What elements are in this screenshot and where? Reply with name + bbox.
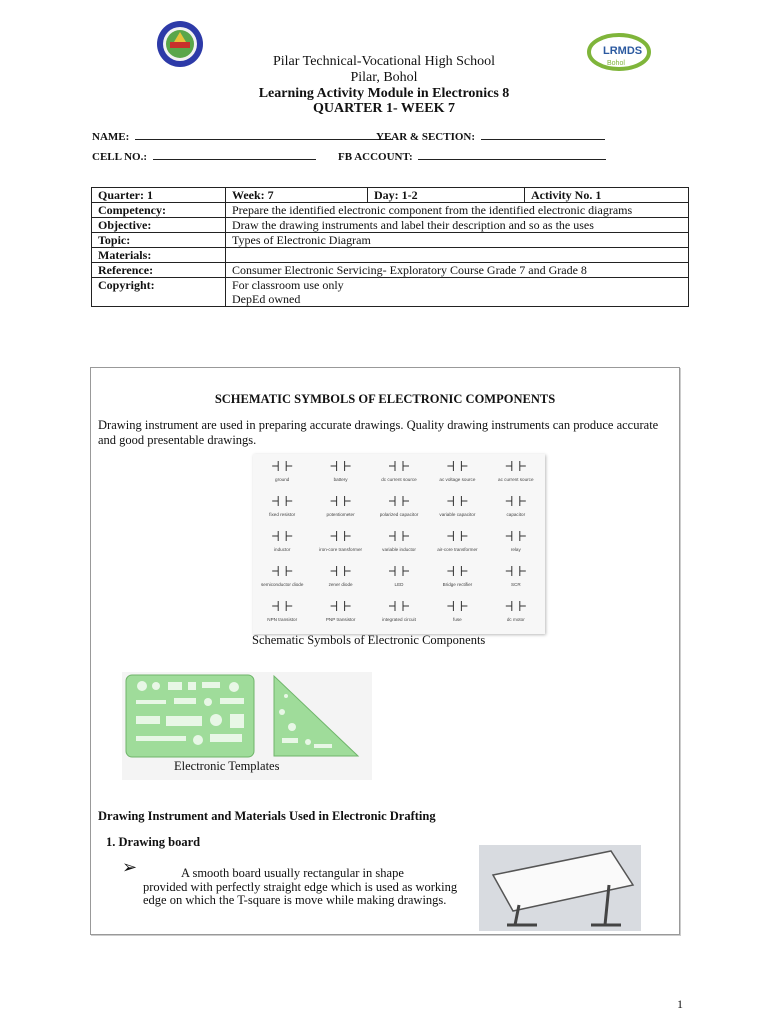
school-name: Pilar Technical-Vocational High School xyxy=(272,54,496,69)
symbol-glyph xyxy=(447,531,467,541)
symbol-glyph xyxy=(447,566,467,576)
schematic-symbol xyxy=(272,531,292,552)
module-title: Learning Activity Module in Electronics 8 xyxy=(258,86,510,101)
table-row xyxy=(92,233,689,248)
symbol-label: NPN transistor xyxy=(267,617,298,622)
row-value: Draw the drawing instruments and label their description and so as the uses xyxy=(226,218,689,233)
symbol-label: dc motor xyxy=(506,617,525,622)
schematic-symbol xyxy=(439,496,475,517)
symbol-glyph xyxy=(389,496,409,506)
schematic-symbol xyxy=(506,601,526,622)
schematic-symbol xyxy=(319,531,362,552)
schematic-symbol xyxy=(326,601,356,622)
schematic-symbol xyxy=(380,496,419,517)
intro-paragraph: Drawing instrument are used in preparing accurate drawings. Quality drawing instruments can produce accurate and good presentable drawings. xyxy=(98,418,659,447)
schematic-symbols-image xyxy=(253,454,545,634)
symbol-glyph xyxy=(447,496,467,506)
row-label: Copyright: xyxy=(92,278,226,307)
symbol-glyph xyxy=(506,601,526,611)
schematic-symbol xyxy=(272,461,292,482)
symbol-glyph xyxy=(389,601,409,611)
row-label: Materials: xyxy=(92,248,226,263)
symbol-label: fuse xyxy=(453,617,462,622)
symbol-label: ground xyxy=(275,477,290,482)
quarter-cell: Quarter: 1 xyxy=(92,188,226,203)
table-row xyxy=(92,263,689,278)
symbol-label: LED xyxy=(394,582,404,587)
schematic-symbol xyxy=(437,531,478,552)
symbol-label: Bridge rectifier xyxy=(442,582,473,587)
schematic-symbol xyxy=(447,601,467,622)
year-section-field[interactable] xyxy=(376,131,605,143)
symbol-glyph xyxy=(389,461,409,471)
drawing-board-heading: 1. Drawing board xyxy=(106,835,201,849)
symbol-label: zener diode xyxy=(328,582,353,587)
symbol-glyph xyxy=(389,531,409,541)
schematic-symbol xyxy=(498,461,534,482)
symbol-glyph xyxy=(447,601,467,611)
week-cell: Week: 7 xyxy=(226,188,368,203)
symbol-label: potentiometer xyxy=(326,512,355,517)
symbol-label: ac current source xyxy=(498,477,534,482)
schematic-symbol xyxy=(261,566,304,587)
symbol-label: air-core transformer xyxy=(437,547,478,552)
schematic-symbol xyxy=(267,601,297,622)
row-value xyxy=(226,278,689,307)
schematic-symbol xyxy=(382,601,416,622)
row-label: Competency: xyxy=(92,203,226,218)
table-row xyxy=(92,188,689,203)
table-row xyxy=(92,248,689,263)
table-row xyxy=(92,218,689,233)
schematic-symbol xyxy=(331,461,351,482)
row-label: Topic: xyxy=(92,233,226,248)
symbol-label: SCR xyxy=(510,582,521,587)
arrow-bullet-icon: ➢ xyxy=(122,857,138,877)
symbol-label: variable inductor xyxy=(382,547,416,552)
symbol-glyph xyxy=(272,601,292,611)
symbol-label: iron-core transformer xyxy=(319,547,363,552)
day-cell: Day: 1-2 xyxy=(368,188,525,203)
lesson-info-table xyxy=(91,187,689,307)
schematic-symbol xyxy=(506,496,526,517)
page-number: 1 xyxy=(677,997,683,1011)
schematic-symbol xyxy=(506,531,526,552)
symbol-glyph xyxy=(331,566,351,576)
row-value xyxy=(226,248,689,263)
fb-label: FB ACCOUNT: xyxy=(338,151,413,163)
symbol-glyph xyxy=(272,566,292,576)
symbol-glyph xyxy=(331,496,351,506)
copyright-line-1: For classroom use only xyxy=(232,278,344,292)
symbol-glyph xyxy=(272,496,292,506)
schematic-symbol xyxy=(269,496,296,517)
description-line-1: A smooth board usually rectangular in shape xyxy=(181,866,404,880)
row-label: Reference: xyxy=(92,263,226,278)
copyright-line-2: DepEd owned xyxy=(232,292,301,306)
row-value: Prepare the identified electronic component from the identified electronic diagrams xyxy=(226,203,689,218)
symbol-glyph xyxy=(506,461,526,471)
cell-number-field[interactable] xyxy=(92,151,316,163)
symbol-label: variable capacitor xyxy=(439,512,476,517)
schematic-symbol xyxy=(381,461,417,482)
symbol-label: ac voltage source xyxy=(439,477,476,482)
schematic-symbol xyxy=(439,461,475,482)
name-field[interactable] xyxy=(92,131,393,143)
drawing-board-image xyxy=(479,845,641,931)
cell-label: CELL NO.: xyxy=(92,151,148,163)
row-label: Objective: xyxy=(92,218,226,233)
year-section-label: YEAR & SECTION: xyxy=(376,131,476,143)
schematic-symbol xyxy=(382,531,416,552)
symbol-glyph xyxy=(506,531,526,541)
symbol-label: relay xyxy=(510,547,521,552)
symbol-glyph xyxy=(506,566,526,576)
symbol-glyph xyxy=(272,461,292,471)
svg-text:Bohol: Bohol xyxy=(607,60,625,67)
section-title: SCHEMATIC SYMBOLS OF ELECTRONIC COMPONENTS xyxy=(214,392,556,406)
symbols-caption: Schematic Symbols of Electronic Components xyxy=(252,633,486,647)
symbol-glyph xyxy=(447,461,467,471)
symbol-glyph xyxy=(331,531,351,541)
symbol-glyph xyxy=(331,461,351,471)
fb-account-field[interactable] xyxy=(338,151,606,163)
symbol-label: integrated circuit xyxy=(382,617,416,622)
symbol-glyph xyxy=(331,601,351,611)
schematic-symbol xyxy=(329,566,353,587)
table-row xyxy=(92,278,689,307)
symbol-label: dc current source xyxy=(381,477,417,482)
symbol-label: PNP transistor xyxy=(325,617,356,622)
table-row xyxy=(92,203,689,218)
symbol-glyph xyxy=(389,566,409,576)
schematic-symbol xyxy=(506,566,526,587)
quarter-week: QUARTER 1- WEEK 7 xyxy=(313,101,455,116)
school-town: Pilar, Bohol xyxy=(350,70,418,85)
symbol-label: fixed resistor xyxy=(269,512,296,517)
symbol-label: inductor xyxy=(274,547,291,552)
schematic-symbol xyxy=(389,566,409,587)
svg-text:LRMDS: LRMDS xyxy=(603,45,643,57)
activity-cell: Activity No. 1 xyxy=(525,188,689,203)
templates-caption: Electronic Templates xyxy=(174,759,280,773)
symbol-label: polarized capacitor xyxy=(379,512,419,517)
row-value: Consumer Electronic Servicing- Exploratory Course Grade 7 and Grade 8 xyxy=(226,263,689,278)
name-label: NAME: xyxy=(92,131,130,143)
symbol-label: capacitor xyxy=(506,512,526,517)
drawing-board-description xyxy=(143,867,463,908)
schematic-symbol xyxy=(443,566,473,587)
symbol-glyph xyxy=(506,496,526,506)
symbol-glyph xyxy=(272,531,292,541)
schematic-symbol xyxy=(327,496,356,517)
row-value: Types of Electronic Diagram xyxy=(226,233,689,248)
description-rest: provided with perfectly straight edge which is used as working edge on which the T-square is move while making drawings. xyxy=(143,879,458,907)
symbol-label: battery xyxy=(333,477,348,482)
drawing-instruments-heading: Drawing Instrument and Materials Used in Electronic Drafting xyxy=(98,809,436,823)
symbol-label: semiconductor diode xyxy=(261,582,304,587)
